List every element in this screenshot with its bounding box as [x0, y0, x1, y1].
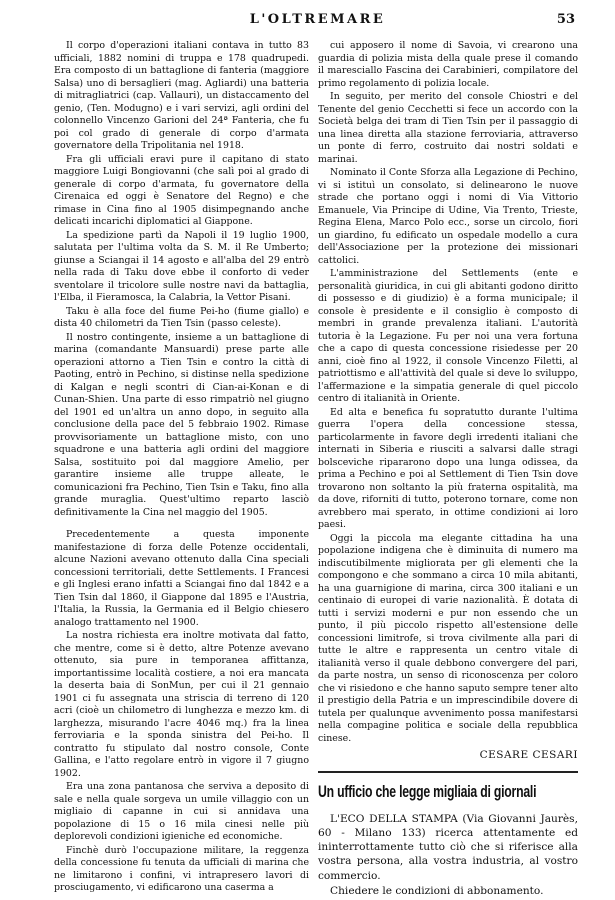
section-spacer: [54, 519, 309, 529]
article-paragraph: cui apposero il nome di Savoia, vi crearono una guardia di polizia mista della quale prese il comando il maresciallo Fascina dei Carabinieri, compilatore del primo regolamento di polizia locale.: [318, 40, 578, 89]
page-number: 53: [556, 12, 575, 27]
advertisement-paragraph: Chiedere le condizioni di abbonamento.: [330, 885, 544, 898]
article-paragraph: Taku è alla foce del fiume Pei-ho (fiume giallo) e dista 40 chilometri da Tien Tsin (passo celeste).: [54, 305, 309, 329]
article-paragraph: La spedizione partì da Napoli il 19 luglio 1900, salutata per l'ultima volta da S. M. il Re Umberto; giunse a Sciangai il 14 agosto e all'alba del 29 entrò nella rada di Taku dove ebbe il conforto di veder sventolare il tricolore sulle nostre navi da battaglia, l'Elba, il Fieramosca, la Calabria, la Vettor Pisani.: [54, 229, 309, 303]
advertisement-text: [318, 812, 578, 899]
article-paragraph: Oggi la piccola ma elegante cittadina ha una popolazione indigena che è diminuita di numero ma indiscutibilmente migliorata per gli elementi che la compongono e che sommano a circa 10 mila abitanti, ha una guarnigione di marina, circa 300 italiani e un centinaio di europei di varie nazionalità. È dotata di tutti i servizi moderni e pur non essendo che un punto, il più piccolo rispetto all'estensione delle concessioni limitrofe, si trova civilmente alla pari di tutte le altre e rappresenta un centro vitale di italianità verso il quale debbono convergere del pari, da parte nostra, un senso di riconoscenza per coloro che vi risiedono e che hanno saputo sempre tener alto il prestigio della Patria e un imprescindibile dovere di tutela per qualunque avvenimento possa manifestarsi nella compagine politica e sociale della repubblica cinese.: [318, 532, 578, 744]
running-title: L'OLTREMARE: [249, 12, 386, 27]
article-paragraph: Il corpo d'operazioni italiani contava in tutto 83 ufficiali, 1882 nomini di truppa e 178 quadrupedi. Era composto di un battaglione di fanteria (maggiore Salsa) uno di bersaglieri (mag. Agliardi) una batteria di mitragliatrici (cap. Vallauri), un distaccamento del genio, (Ten. Modugno) e i vari servizi, agli ordini del colonnello Vincenzo Garioni del 24ª Fanteria, che fu poi col grado di generale di corpo d'armata governatore della Tripolitania nel 1918.: [54, 40, 309, 151]
advertisement-paragraph: L'ECO DELLA STAMPA (Via Giovanni Jaurès, 60 - Milano 133) ricerca attentamente ed ininterrottamente tutto ciò che si riferisce alla vostra persona, alla vostra industria, al vostro commercio.: [318, 812, 578, 882]
page-header: [60, 12, 575, 32]
article-paragraph: Ed alta e benefica fu sopratutto durante l'ultima guerra l'opera della concessione stessa, particolarmente in favore degli irredenti italiani che internati in Siberia e riusciti a salvarsi dalle stragi bolsceviche ripararono dopo una lunga odissea, da prima a Pechino e poi al Settlement di Tien Tsin dove trovarono non soltanto la più fraterna ospitalità, ma da dove, riforniti di tutto, poterono tornare, come non avrebbero mai sperato, in ottime condizioni ai loro paesi.: [318, 406, 578, 530]
article-paragraph: La nostra richiesta era inoltre motivata dal fatto, che mentre, come si è detto, altre Potenze avevano ottenuto, sia pure in temporanea affittanza, importantissime località costiere, a noi era mancata la deserta baia di SonMun, per cui il 21 gennaio 1901 ci fu assegnata una striscia di terreno di 120 acri (cioè un chilometro di lunghezza e mezzo km. di larghezza, misurando l'acre 4046 mq.) fra la linea ferroviaria e la sponda sinistra del Pei-ho. Il contratto fu stipulato dal nostro console, Conte Gallina, e l'atto regolare entrò in vigore il 7 giugno 1902.: [54, 630, 309, 779]
article-paragraph: In seguito, per merito del console Chiostri e del Tenente del genio Cecchetti si fece un accordo con la Società belga dei tram di Tien Tsin per il passaggio di una linea diretta alla stazione ferroviaria, attraverso un ponte di ferro, costruito dai nostri soldati e marinai.: [318, 91, 578, 165]
article-paragraph: L'amministrazione del Settlements (ente e personalità giuridica, in cui gli abitanti godono diritto di possesso e di giudizio) è a forma municipale; il console è presidente e il consiglio è composto di membri in grande prevalenza italiani. L'autorità tutoria è la Legazione. Fu per noi una vera fortuna che a capo di questa concessione risiedesse per 20 anni, cioè fino al 1922, il console Vincenzo Filetti, al patriottismo e all'attività del quale si deve lo sviluppo, l'affermazione e la simpatia generale di quel piccolo centro di italianità in Oriente.: [318, 268, 578, 404]
article-paragraph: Il nostro contingente, insieme a un battaglione di marina (comandante Mansuardi) prese parte alle operazioni attorno a Tien Tsin e contro la città di Paoting, entrò in Pechino, si distinse nella spedizione di Kalgan e negli scontri di Cian-ai-Konan e di Cunan-Shien. Una parte di esso rimpatriò nel giugno del 1901 ed un'altra un anno dopo, in seguito alla conclusione della pace del 5 febbraio 1902. Rimase provvisoriamente un battaglione misto, con uno squadrone e una batteria agli ordini del maggiore Salsa, sostituito poi dal maggiore Amelio, per garantire insieme alle truppe alleate, le comunicazioni fra Pechino, Tien Tsin e Taku, fino alla grande muraglia. Quest'ultimo reparto lasciò definitivamente la Cina nel maggio del 1905.: [54, 331, 309, 518]
article-paragraph: Fra gli ufficiali eravi pure il capitano di stato maggiore Luigi Bongiovanni (che salì poi al grado di generale di corpo d'armata, fu governatore della Cirenaica ed oggi è Senatore del Regno) e che rimase in Cina fino al 1905 disimpegnando anche delicati incarichi diplomatici al Giappone.: [54, 153, 309, 227]
right-column: [318, 40, 578, 898]
divider-rule: [318, 771, 578, 773]
article-paragraph: Precedentemente a questa imponente manifestazione di forza delle Potenze occidentali, alcune Nazioni avevano ottenuto dalla Cina speciali concessioni territoriali, dette Settlements. I Francesi e gli Inglesi erano infatti a Sciangai fino dal 1842 e a Tien Tsin dal 1860, il Giappone dal 1895 e l'Austria, l'Italia, la Russia, la Germania ed il Belgio chiesero analogo trattamento nel 1900.: [54, 529, 309, 628]
advertisement-title: Un ufficio che legge migliaia di giornali: [318, 781, 537, 801]
article-paragraph: Era una zona pantanosa che serviva a deposito di sale e nella quale sorgeva un umile villaggio con un migliaio di capanne in cui si annidava una popolazione di 15 o 16 mila cinesi nelle più deplorevoli condizioni igieniche ed economiche.: [54, 781, 309, 842]
advertisement-box: [318, 781, 578, 898]
left-column: [54, 40, 309, 895]
author-signature: CESARE CESARI: [479, 749, 578, 761]
article-paragraph: Nominato il Conte Sforza alla Legazione di Pechino, vi si istituì un consolato, si delinearono le nuove strade che portano oggi i nomi di Via Vittorio Emanuele, Via Principe di Udine, Via Trento, Trieste, Regina Elena, Marco Polo ecc., sorse un circolo, fiori un giardino, fu edificato un ospedale modello a cura dell'Associazione per la protezione dei missionari cattolici.: [318, 167, 578, 266]
article-paragraph: Finchè durò l'occupazione militare, la reggenza della concessione fu tenuta da ufficiali di marina che ne limitarono i confini, vi intrapresero lavori di prosciugamento, vi edificarono una caserma a: [54, 844, 309, 893]
